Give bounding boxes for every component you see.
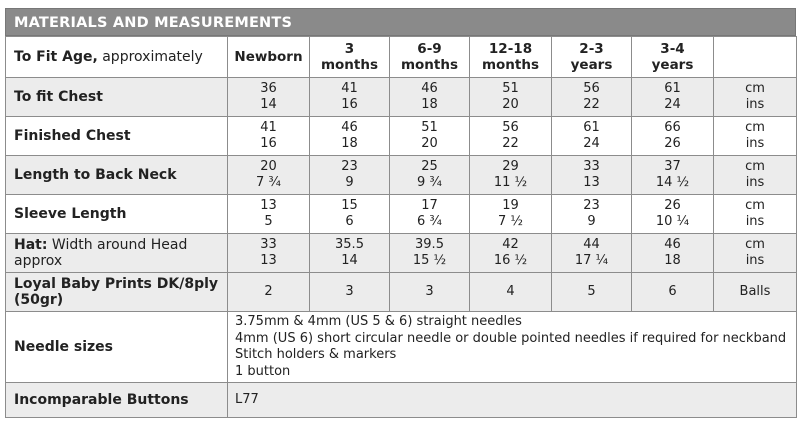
unit-ins: ins: [745, 214, 765, 229]
ins-value: 9 ¾: [416, 175, 442, 190]
measurement-cell: [390, 195, 470, 234]
ins-value: 6: [345, 214, 354, 229]
age-header-label: To Fit Age, approximately: [6, 37, 228, 78]
cm-value: 46: [341, 120, 358, 135]
measurement-cell: [310, 195, 390, 234]
measurement-label: Length to Back Neck: [6, 156, 228, 195]
cm-value: 35.5: [335, 237, 364, 252]
measurement-cell: [228, 78, 310, 117]
yarn-label: Loyal Baby Prints DK/8ply (50gr): [6, 273, 228, 312]
cm-value: 51: [502, 81, 519, 96]
cm-value: 51: [421, 120, 438, 135]
cm-value: 20: [260, 159, 277, 174]
ins-value: 20: [421, 136, 438, 151]
ins-value: 18: [341, 136, 358, 151]
unit-ins: ins: [745, 253, 765, 268]
yarn-balls: 5: [552, 273, 632, 312]
measurement-cell: [228, 195, 310, 234]
yarn-balls: 2: [228, 273, 310, 312]
measurement-row: [6, 78, 797, 117]
unit-cell: [714, 195, 797, 234]
ins-value: 6 ¾: [416, 214, 442, 229]
cm-value: 44: [583, 237, 600, 252]
ins-value: 24: [664, 97, 681, 112]
measurement-cell: [470, 117, 552, 156]
cm-value: 42: [502, 237, 519, 252]
measurement-cell: [552, 195, 632, 234]
cm-value: 15: [341, 198, 358, 213]
measurement-cell: [310, 78, 390, 117]
ins-value: 16: [341, 97, 358, 112]
unit-cell: [714, 156, 797, 195]
ins-value: 7 ½: [497, 214, 523, 229]
section-title: MATERIALS AND MEASUREMENTS: [5, 8, 796, 36]
ins-value: 5: [264, 214, 273, 229]
measurement-cell: [632, 78, 714, 117]
age-3-months: 3 months: [310, 37, 390, 78]
ins-value: 15 ½: [412, 253, 447, 268]
ins-value: 13: [260, 253, 277, 268]
measurement-cell: [552, 156, 632, 195]
needles-line: 4mm (US 6) short circular needle or double pointed needles if required for neckband: [235, 330, 787, 346]
yarn-balls: 4: [470, 273, 552, 312]
unit-cm: cm: [745, 120, 765, 135]
measurement-cell: [552, 78, 632, 117]
ins-value: 10 ¼: [655, 214, 690, 229]
measurement-cell: [470, 156, 552, 195]
ins-value: 17 ¼: [574, 253, 609, 268]
ins-value: 9: [345, 175, 354, 190]
measurement-cell: [552, 117, 632, 156]
cm-value: 46: [421, 81, 438, 96]
needles-line: 3.75mm & 4mm (US 5 & 6) straight needles: [235, 314, 522, 329]
cm-value: 41: [260, 120, 277, 135]
cm-value: 13: [260, 198, 277, 213]
cm-value: 66: [664, 120, 681, 135]
ins-value: 14: [341, 253, 358, 268]
ins-value: 18: [664, 253, 681, 268]
unit-cell: [714, 117, 797, 156]
unit-cm: cm: [745, 237, 765, 252]
measurement-label: Hat: Width around Head approx: [6, 234, 228, 273]
measurement-label: Finished Chest: [6, 117, 228, 156]
yarn-row: [6, 273, 797, 312]
measurement-cell: [228, 156, 310, 195]
yarn-balls: 3: [390, 273, 470, 312]
cm-value: 29: [502, 159, 519, 174]
ins-value: 26: [664, 136, 681, 151]
measurements-sheet: [5, 8, 796, 418]
ins-value: 14: [260, 97, 277, 112]
ins-value: 22: [583, 97, 600, 112]
measurement-label: Sleeve Length: [6, 195, 228, 234]
cm-value: 23: [583, 198, 600, 213]
unit-cm: cm: [745, 198, 765, 213]
cm-value: 46: [664, 237, 681, 252]
measurement-cell: [552, 234, 632, 273]
unit-ins: ins: [745, 97, 765, 112]
measurement-row: [6, 156, 797, 195]
measurement-cell: [390, 78, 470, 117]
measurement-cell: [390, 117, 470, 156]
cm-value: 36: [260, 81, 277, 96]
ins-value: 20: [502, 97, 519, 112]
measurement-cell: [310, 234, 390, 273]
cm-value: 25: [421, 159, 438, 174]
measurement-cell: [632, 234, 714, 273]
needles-row: [6, 312, 797, 383]
needles-label: Needle sizes: [6, 312, 228, 383]
measurement-cell: [632, 195, 714, 234]
cm-value: 33: [260, 237, 277, 252]
ins-value: 16: [260, 136, 277, 151]
age-header-row: [6, 37, 797, 78]
cm-value: 17: [421, 198, 438, 213]
measurement-cell: [470, 234, 552, 273]
unit-cm: cm: [745, 81, 765, 96]
measurement-cell: [228, 117, 310, 156]
measurement-cell: [632, 156, 714, 195]
unit-cell: [714, 234, 797, 273]
cm-value: 37: [664, 159, 681, 174]
cm-value: 33: [583, 159, 600, 174]
measurement-cell: [470, 195, 552, 234]
buttons-value: L77: [228, 383, 797, 418]
cm-value: 23: [341, 159, 358, 174]
measurement-cell: [228, 234, 310, 273]
yarn-balls: 3: [310, 273, 390, 312]
measurement-cell: [310, 117, 390, 156]
cm-value: 56: [583, 81, 600, 96]
ins-value: 16 ½: [493, 253, 528, 268]
ins-value: 18: [421, 97, 438, 112]
buttons-row: [6, 383, 797, 418]
measurement-row: [6, 195, 797, 234]
cm-value: 61: [583, 120, 600, 135]
age-12-18-months: 12-18 months: [470, 37, 552, 78]
ins-value: 22: [502, 136, 519, 151]
age-6-9-months: 6-9 months: [390, 37, 470, 78]
cm-value: 61: [664, 81, 681, 96]
needles-line: Stitch holders & markers: [235, 347, 397, 362]
ins-value: 24: [583, 136, 600, 151]
unit-cm: cm: [745, 159, 765, 174]
measurement-cell: [390, 156, 470, 195]
needles-list: [228, 312, 797, 383]
needles-line: 1 button: [235, 363, 291, 379]
ins-value: 14 ½: [655, 175, 690, 190]
age-3-4-years: 3-4 years: [632, 37, 714, 78]
cm-value: 19: [502, 198, 519, 213]
measurement-row: [6, 117, 797, 156]
age-newborn: Newborn: [228, 37, 310, 78]
unit-cell: [714, 78, 797, 117]
unit-ins: ins: [745, 136, 765, 151]
unit-header: [714, 37, 797, 78]
age-2-3-years: 2-3 years: [552, 37, 632, 78]
yarn-balls: 6: [632, 273, 714, 312]
cm-value: 39.5: [415, 237, 444, 252]
ins-value: 7 ¾: [255, 175, 281, 190]
yarn-unit: Balls: [714, 273, 797, 312]
buttons-label: Incomparable Buttons: [6, 383, 228, 418]
measurement-label: To fit Chest: [6, 78, 228, 117]
cm-value: 26: [664, 198, 681, 213]
measurement-cell: [470, 78, 552, 117]
measurement-cell: [632, 117, 714, 156]
measurements-table: [5, 36, 797, 418]
ins-value: 9: [587, 214, 596, 229]
measurement-row: [6, 234, 797, 273]
cm-value: 56: [502, 120, 519, 135]
ins-value: 13: [583, 175, 600, 190]
cm-value: 41: [341, 81, 358, 96]
measurement-cell: [310, 156, 390, 195]
ins-value: 11 ½: [493, 175, 528, 190]
measurement-cell: [390, 234, 470, 273]
unit-ins: ins: [745, 175, 765, 190]
